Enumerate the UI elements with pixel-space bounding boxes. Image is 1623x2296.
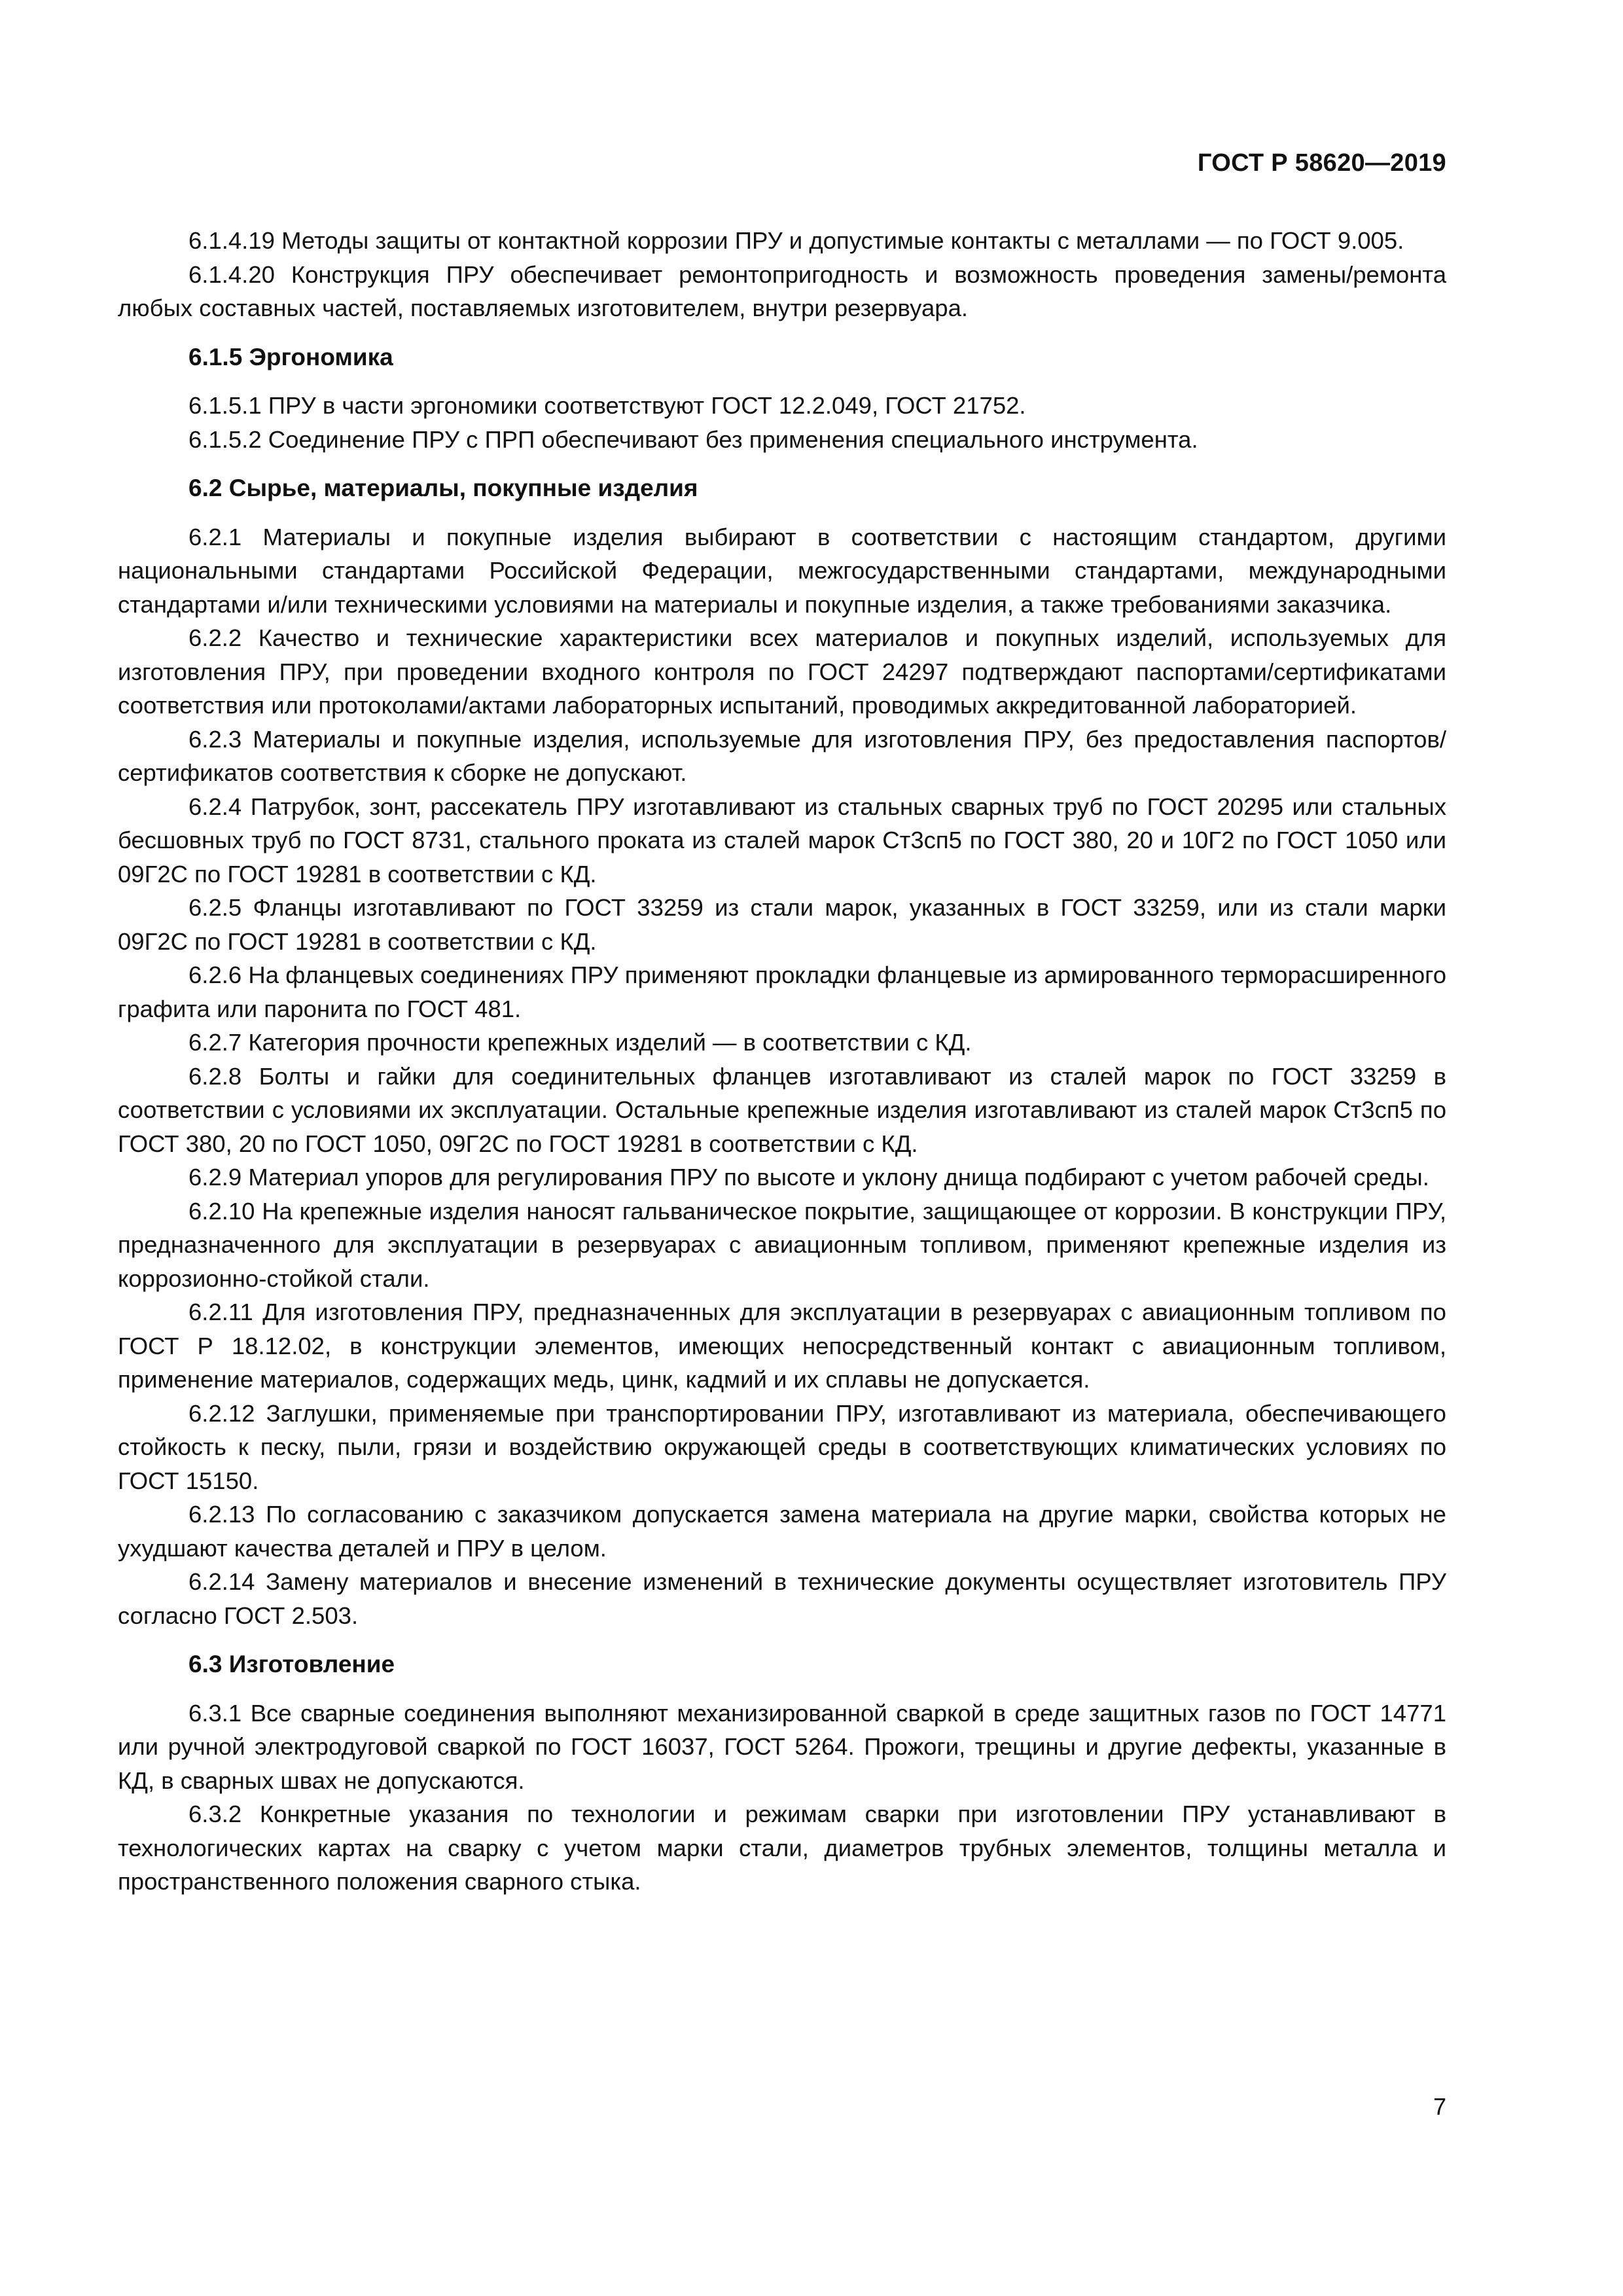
clause-text: Болты и гайки для соединительных фланцев изготавливают из сталей марок по ГОСТ 33259 в соответствии с условиями их эксплуатации. Остальные крепежные изделия изготавливают из сталей марок Ст3сп5 по ГОСТ 380, 20 по ГОСТ 1050, 09Г2С по ГОСТ 19281 в соответствии с КД. [118, 1062, 1446, 1157]
clause-6-2-13 [118, 1498, 1446, 1565]
clause-6-1-4-19 [118, 224, 1446, 258]
clause-number: 6.2.12 [188, 1399, 255, 1427]
clause-text: Методы защиты от контактной коррозии ПРУ и допустимые контакты с металлами — по ГОСТ 9.005. [281, 227, 1404, 254]
heading-text: Сырье, материалы, покупные изделия [228, 475, 698, 501]
clause-text: Материалы и покупные изделия, используемые для изготовления ПРУ, без предоставления паспортов/сертификатов соответствия к сборке не допускают. [118, 725, 1446, 786]
clause-6-2-3 [118, 723, 1446, 790]
heading-text: Изготовление [228, 1651, 395, 1677]
clause-text: Фланцы изготавливают по ГОСТ 33259 из стали марок, указанных в ГОСТ 33259, или из стали марки 09Г2С по ГОСТ 19281 в соответствии с КД. [118, 894, 1446, 955]
clause-number: 6.2.13 [188, 1501, 255, 1528]
clause-text: Патрубок, зонт, рассекатель ПРУ изготавливают из стальных сварных труб по ГОСТ 20295 или стальных бесшовных труб по ГОСТ 8731, стального проката из сталей марок Ст3сп5 по ГОСТ 380, 20 и 10Г2 по ГОСТ 1050 или 09Г2С по ГОСТ 19281 в соответствии с КД. [118, 793, 1446, 888]
clause-text: На крепежные изделия наносят гальваническое покрытие, защищающее от коррозии. В конструкции ПРУ, предназначенного для эксплуатации в резервуарах с авиационным топливом, применяют крепежные изделия из коррозионно-стойкой стали. [118, 1197, 1446, 1292]
clause-6-3-1 [118, 1696, 1446, 1798]
clause-6-2-9 [118, 1160, 1446, 1194]
clause-text: Соединение ПРУ с ПРП обеспечивают без применения специального инструмента. [268, 425, 1198, 453]
heading-number: 6.3 [188, 1651, 223, 1677]
clause-number: 6.2.1 [188, 523, 242, 550]
clause-number: 6.2.8 [188, 1062, 242, 1090]
clause-text: ПРУ в части эргономики соответствуют ГОСТ 12.2.049, ГОСТ 21752. [268, 392, 1026, 419]
clause-6-2-6 [118, 958, 1446, 1026]
clause-6-2-5 [118, 891, 1446, 958]
clause-6-2-12 [118, 1397, 1446, 1498]
clause-6-2-4 [118, 790, 1446, 891]
clause-6-2-1 [118, 520, 1446, 622]
clause-text: Конструкция ПРУ обеспечивает ремонтопригодность и возможность проведения замены/ремонта любых составных частей, поставляемых изготовителем, внутри резервуара. [118, 260, 1446, 321]
section-heading-6-3 [118, 1647, 1446, 1681]
clause-text: Все сварные соединения выполняют механизированной сваркой в среде защитных газов по ГОСТ 14771 или ручной электродуговой сваркой по ГОСТ 16037, ГОСТ 5264. Прожоги, трещины и другие дефекты, указанные в КД, в сварных швах не допускаются. [118, 1699, 1446, 1794]
heading-text: Эргономика [249, 343, 393, 370]
clause-number: 6.2.11 [188, 1299, 253, 1325]
section-heading-6-2 [118, 471, 1446, 505]
section-heading-6-1-5 [118, 340, 1446, 374]
clause-number: 6.1.5.2 [188, 425, 262, 453]
clause-number: 6.1.4.20 [188, 260, 275, 288]
clause-text: Заглушки, применяемые при транспортировании ПРУ, изготавливают из материала, обеспечивающего стойкость к песку, пыли, грязи и воздействию окружающей среды в соответствующих климатических условиях по ГОСТ 15150. [118, 1399, 1446, 1494]
clause-number: 6.2.9 [188, 1164, 242, 1191]
clause-text: По согласованию с заказчиком допускается замена материала на другие марки, свойства которых не ухудшают качества деталей и ПРУ в целом. [118, 1501, 1446, 1562]
document-code-header: ГОСТ Р 58620—2019 [1197, 149, 1446, 177]
clause-6-1-5-2 [118, 423, 1446, 457]
clause-6-2-10 [118, 1194, 1446, 1296]
clause-number: 6.3.2 [188, 1801, 242, 1827]
clause-number: 6.2.6 [188, 961, 242, 988]
clause-6-1-4-20 [118, 258, 1446, 325]
clause-number: 6.1.5.1 [188, 392, 262, 419]
clause-number: 6.2.5 [188, 894, 242, 921]
heading-number: 6.1.5 [188, 343, 243, 370]
clause-6-2-7 [118, 1026, 1446, 1060]
clause-6-1-5-1 [118, 389, 1446, 423]
clause-6-2-8 [118, 1060, 1446, 1161]
clause-6-2-14 [118, 1565, 1446, 1632]
clause-6-2-2 [118, 621, 1446, 723]
clause-text: Конкретные указания по технологии и режимам сварки при изготовлении ПРУ устанавливают в технологических картах на сварку с учетом марки стали, диаметров трубных элементов, толщины металла и пространственного положения сварного стыка. [118, 1801, 1446, 1895]
clause-number: 6.3.1 [188, 1699, 242, 1727]
clause-text: Для изготовления ПРУ, предназначенных для эксплуатации в резервуарах с авиационным топливом по ГОСТ Р 18.12.02, в конструкции элементов, имеющих непосредственный контакт с авиационным топливом, применение материалов, содержащих медь, цинк, кадмий и их сплавы не допускается. [118, 1299, 1446, 1393]
clause-number: 6.2.14 [188, 1568, 255, 1595]
clause-text: Материал упоров для регулирования ПРУ по высоте и уклону днища подбирают с учетом рабочей среды. [248, 1164, 1429, 1191]
clause-text: Замену материалов и внесение изменений в технические документы осуществляет изготовитель ПРУ согласно ГОСТ 2.503. [118, 1568, 1446, 1629]
clause-number: 6.2.3 [188, 725, 242, 753]
clause-number: 6.2.2 [188, 624, 242, 651]
clause-text: На фланцевых соединениях ПРУ применяют прокладки фланцевые из армированного терморасширенного графита или паронита по ГОСТ 481. [118, 961, 1446, 1022]
clause-number: 6.2.7 [188, 1029, 242, 1056]
clause-number: 6.1.4.19 [188, 227, 275, 254]
clause-6-3-2 [118, 1797, 1446, 1899]
page-number: 7 [1433, 2093, 1446, 2120]
document-body [118, 224, 1446, 1899]
clause-6-2-11 [118, 1295, 1446, 1397]
clause-number: 6.2.10 [188, 1197, 255, 1225]
heading-number: 6.2 [188, 475, 223, 501]
clause-text: Качество и технические характеристики всех материалов и покупных изделий, используемых для изготовления ПРУ, при проведении входного контроля по ГОСТ 24297 подтверждают паспортами/сертификатами соответствия или протоколами/актами лабораторных испытаний, проводимых аккредитованной лабораторией. [118, 624, 1446, 719]
clause-text: Категория прочности крепежных изделий — в соответствии с КД. [248, 1029, 972, 1056]
clause-text: Материалы и покупные изделия выбирают в соответствии с настоящим стандартом, другими национальными стандартами Российской Федерации, межгосударственными стандартами, международными стандартами и/или техническими условиями на материалы и покупные изделия, а также требованиями заказчика. [118, 523, 1446, 618]
clause-number: 6.2.4 [188, 793, 242, 820]
